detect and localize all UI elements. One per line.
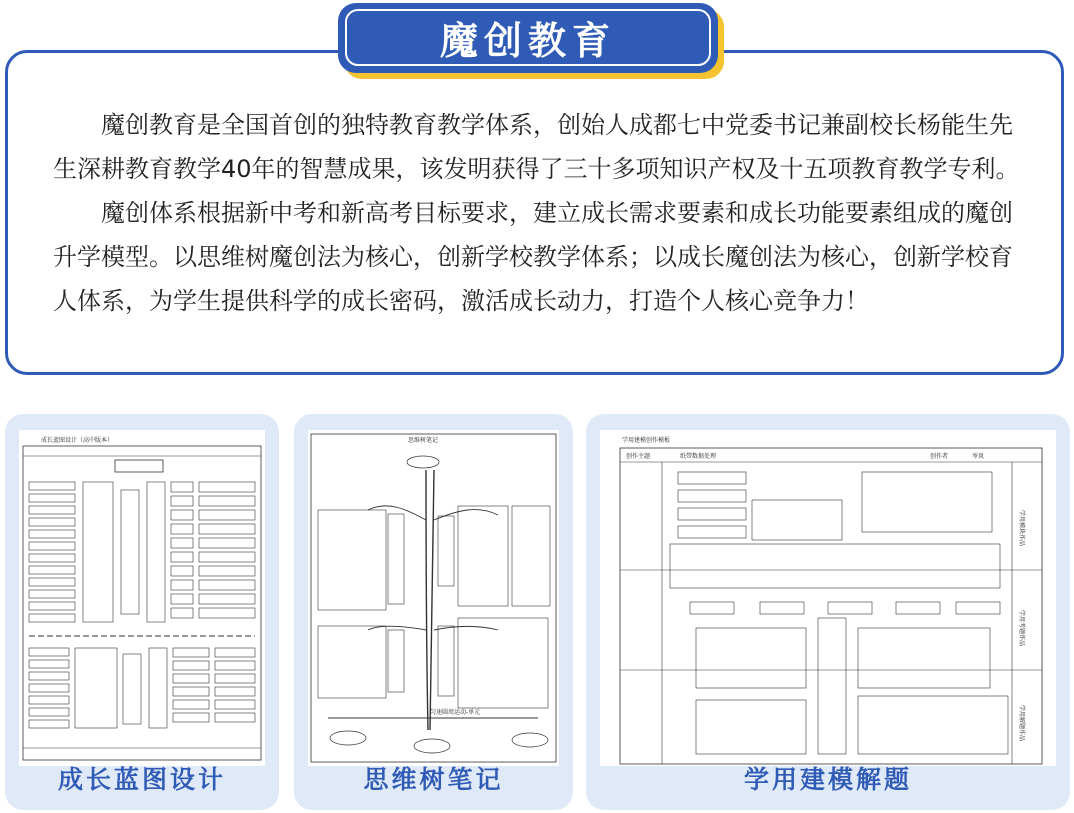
thinking-tree-footer: 匀速圆周运动-单元 [430,709,481,716]
thinking-tree-diagram [308,430,559,766]
modeling-row-topic: 纸带数据处理 [680,453,717,460]
panel-thinking-tree [294,414,573,810]
modeling-side-label-2: 学用考题作品 [1018,610,1025,647]
thinking-tree-thumbnail [308,430,559,766]
modeling-row-author: 岑岚 [972,453,985,460]
thinking-tree-title: 思维树笔记 [408,437,439,444]
title-banner-frame [345,9,711,66]
intro-card [5,50,1064,375]
modeling-side-label-3: 学用解题作品 [1018,705,1025,742]
page-title: 魔创教育 [439,19,616,63]
intro-paragraph-2: 魔创体系根据新中考和新高考目标要求，建立成长需求要素和成长功能要素组成的魔创升学模型。以思维树魔创法为核心，创新学校教学体系；以成长魔创法为核心，创新学校育人体系，为学生提供科学的成长密码，激活成长动力，打造个人核心竞争力！ [53,199,1013,315]
caption-growth-blueprint: 成长蓝图设计 [57,765,226,794]
modeling-row-label-topic: 创作主题 [626,453,651,460]
modeling-row-label-author: 创作者 [930,453,949,460]
panel-modeling [586,414,1070,810]
modeling-thumbnail [600,430,1056,766]
modeling-diagram [600,430,1056,766]
modeling-template-title: 学用建模创作模板 [622,437,671,444]
modeling-side-label-1: 学用模块作品 [1018,510,1025,547]
caption-thinking-tree: 思维树笔记 [363,765,504,794]
intro-paragraph-1: 魔创教育是全国首创的独特教育教学体系，创始人成都七中党委书记兼副校长杨能生先生深耕教育教学40年的智慧成果，该发明获得了三十多项知识产权及十五项教育教学专利。 [53,111,1020,183]
title-banner [338,3,718,73]
panel-growth-blueprint [5,414,279,810]
growth-blueprint-thumbnail [19,430,265,766]
blueprint-diagram [19,430,265,766]
caption-modeling: 学用建模解题 [743,765,912,794]
intro-text [53,103,1033,323]
blueprint-title: 成长蓝图设计（高中版本） [41,437,114,444]
